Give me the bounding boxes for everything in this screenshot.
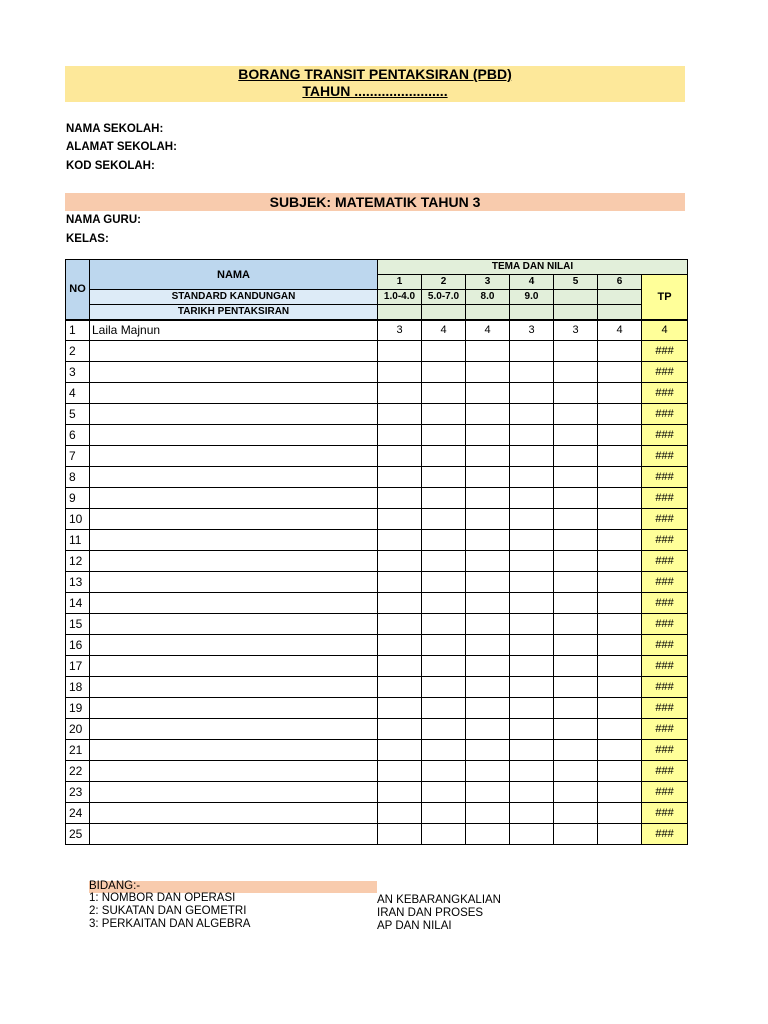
header-nama: NAMA <box>90 260 378 290</box>
score-cell[interactable] <box>378 383 422 404</box>
score-cell[interactable] <box>598 824 642 845</box>
score-cell[interactable] <box>466 404 510 425</box>
table-row <box>66 677 688 698</box>
score-cell[interactable] <box>466 488 510 509</box>
score-cell[interactable] <box>598 530 642 551</box>
score-cell[interactable] <box>422 782 466 803</box>
score-cell[interactable] <box>510 530 554 551</box>
score-cell[interactable] <box>378 698 422 719</box>
score-cell[interactable] <box>378 551 422 572</box>
score-cell[interactable] <box>598 488 642 509</box>
assessment-table <box>65 259 688 845</box>
score-cell[interactable] <box>422 698 466 719</box>
score-cell[interactable] <box>510 698 554 719</box>
score-cell[interactable] <box>378 509 422 530</box>
score-cell[interactable] <box>510 425 554 446</box>
score-cell[interactable]: 4 <box>598 320 642 341</box>
score-cell[interactable] <box>510 551 554 572</box>
bidang-item-right: IRAN DAN PROSES <box>377 907 484 919</box>
tp-cell: ### <box>642 719 688 740</box>
score-cell[interactable] <box>422 572 466 593</box>
header-no: NO <box>66 260 90 320</box>
score-cell[interactable] <box>598 467 642 488</box>
score-cell[interactable] <box>466 614 510 635</box>
score-cell[interactable] <box>466 341 510 362</box>
tarikh-cell[interactable] <box>510 305 554 320</box>
score-cell[interactable] <box>510 488 554 509</box>
score-cell[interactable] <box>378 824 422 845</box>
score-cell[interactable] <box>598 572 642 593</box>
score-cell[interactable] <box>554 488 598 509</box>
tema-number: 2 <box>422 275 466 290</box>
score-cell[interactable] <box>422 425 466 446</box>
score-cell[interactable] <box>510 614 554 635</box>
student-name-cell[interactable] <box>90 404 378 425</box>
table-row <box>66 740 688 761</box>
score-cell[interactable] <box>466 551 510 572</box>
score-cell[interactable] <box>554 740 598 761</box>
row-number: 23 <box>66 782 90 803</box>
row-number: 21 <box>66 740 90 761</box>
score-cell[interactable] <box>422 383 466 404</box>
score-cell[interactable] <box>378 719 422 740</box>
tema-number: 5 <box>554 275 598 290</box>
score-cell[interactable] <box>378 761 422 782</box>
student-name-cell[interactable]: Laila Majnun <box>90 320 378 341</box>
tp-cell: ### <box>642 467 688 488</box>
score-cell[interactable] <box>598 446 642 467</box>
score-cell[interactable] <box>422 614 466 635</box>
tp-cell: ### <box>642 635 688 656</box>
score-cell[interactable] <box>510 446 554 467</box>
student-name-cell[interactable] <box>90 656 378 677</box>
bidang-item: 1: NOMBOR DAN OPERASI <box>89 892 236 904</box>
table-row <box>66 656 688 677</box>
student-name-cell[interactable] <box>90 761 378 782</box>
tp-cell: ### <box>642 656 688 677</box>
tp-cell: ### <box>642 509 688 530</box>
score-cell[interactable] <box>466 530 510 551</box>
score-cell[interactable] <box>598 698 642 719</box>
score-cell[interactable] <box>598 404 642 425</box>
score-cell[interactable] <box>598 761 642 782</box>
student-name-cell[interactable] <box>90 614 378 635</box>
table-row <box>66 719 688 740</box>
score-cell[interactable] <box>510 404 554 425</box>
score-cell[interactable] <box>422 719 466 740</box>
score-cell[interactable] <box>510 719 554 740</box>
student-name-cell[interactable] <box>90 383 378 404</box>
score-cell[interactable] <box>554 824 598 845</box>
row-number: 22 <box>66 761 90 782</box>
tp-cell: ### <box>642 824 688 845</box>
score-cell[interactable] <box>554 446 598 467</box>
score-cell[interactable] <box>378 572 422 593</box>
score-cell[interactable] <box>598 362 642 383</box>
score-cell[interactable] <box>554 509 598 530</box>
score-cell[interactable] <box>598 740 642 761</box>
score-cell[interactable] <box>598 551 642 572</box>
score-cell[interactable] <box>466 362 510 383</box>
nama-guru-label: NAMA GURU: <box>66 214 141 226</box>
score-cell[interactable] <box>598 383 642 404</box>
row-number: 8 <box>66 467 90 488</box>
score-cell[interactable] <box>510 824 554 845</box>
score-cell[interactable] <box>378 614 422 635</box>
student-name-cell[interactable] <box>90 782 378 803</box>
nama-sekolah-label: NAMA SEKOLAH: <box>66 123 164 135</box>
score-cell[interactable] <box>466 509 510 530</box>
student-name-cell[interactable] <box>90 740 378 761</box>
score-cell[interactable] <box>598 656 642 677</box>
student-name-cell[interactable] <box>90 446 378 467</box>
score-cell[interactable] <box>422 488 466 509</box>
score-cell[interactable] <box>422 677 466 698</box>
score-cell[interactable] <box>378 656 422 677</box>
score-cell[interactable] <box>510 656 554 677</box>
score-cell[interactable] <box>510 677 554 698</box>
score-cell[interactable] <box>598 803 642 824</box>
table-row <box>66 446 688 467</box>
tarikh-pentaksiran-label: TARIKH PENTAKSIRAN <box>90 305 378 320</box>
table-row <box>66 467 688 488</box>
table-row <box>66 383 688 404</box>
table-row <box>66 404 688 425</box>
row-number: 10 <box>66 509 90 530</box>
table-row <box>66 362 688 383</box>
tema-number: 6 <box>598 275 642 290</box>
row-number: 4 <box>66 383 90 404</box>
row-number: 2 <box>66 341 90 362</box>
score-cell[interactable] <box>510 593 554 614</box>
tp-cell: ### <box>642 782 688 803</box>
score-cell[interactable] <box>378 677 422 698</box>
row-number: 12 <box>66 551 90 572</box>
score-cell[interactable] <box>466 740 510 761</box>
student-name-cell[interactable] <box>90 593 378 614</box>
table-row <box>66 530 688 551</box>
score-cell[interactable] <box>554 404 598 425</box>
tp-cell: ### <box>642 530 688 551</box>
score-cell[interactable] <box>378 404 422 425</box>
tp-cell: ### <box>642 425 688 446</box>
standard-value: 1.0-4.0 <box>378 290 422 305</box>
score-cell[interactable] <box>510 362 554 383</box>
tarikh-cell[interactable] <box>554 305 598 320</box>
table-row <box>66 593 688 614</box>
tarikh-cell[interactable] <box>422 305 466 320</box>
score-cell[interactable] <box>378 635 422 656</box>
score-cell[interactable] <box>554 383 598 404</box>
tp-cell: ### <box>642 740 688 761</box>
row-number: 20 <box>66 719 90 740</box>
standard-value <box>598 290 642 305</box>
score-cell[interactable] <box>554 803 598 824</box>
tarikh-cell[interactable] <box>598 305 642 320</box>
table-row <box>66 572 688 593</box>
tp-cell: ### <box>642 572 688 593</box>
standard-value <box>554 290 598 305</box>
header-tema: TEMA DAN NILAI <box>378 260 688 275</box>
score-cell[interactable] <box>554 719 598 740</box>
score-cell[interactable] <box>554 572 598 593</box>
score-cell[interactable] <box>422 509 466 530</box>
bidang-item-right: AN KEBARANGKALIAN <box>377 894 501 906</box>
score-cell[interactable] <box>598 593 642 614</box>
score-cell[interactable] <box>554 530 598 551</box>
score-cell[interactable] <box>466 572 510 593</box>
student-name-cell[interactable] <box>90 425 378 446</box>
student-name-cell[interactable] <box>90 509 378 530</box>
tp-cell: ### <box>642 698 688 719</box>
score-cell[interactable]: 3 <box>510 320 554 341</box>
standard-value: 5.0-7.0 <box>422 290 466 305</box>
row-number: 11 <box>66 530 90 551</box>
header-tp: TP <box>642 275 688 320</box>
student-name-cell[interactable] <box>90 467 378 488</box>
table-row <box>66 698 688 719</box>
score-cell[interactable] <box>554 551 598 572</box>
score-cell[interactable] <box>466 698 510 719</box>
row-number: 17 <box>66 656 90 677</box>
student-name-cell[interactable] <box>90 551 378 572</box>
table-row <box>66 635 688 656</box>
score-cell[interactable] <box>598 719 642 740</box>
score-cell[interactable] <box>422 593 466 614</box>
score-cell[interactable] <box>466 383 510 404</box>
score-cell[interactable] <box>378 782 422 803</box>
score-cell[interactable] <box>554 467 598 488</box>
table-row <box>66 782 688 803</box>
student-name-cell[interactable] <box>90 530 378 551</box>
score-cell[interactable] <box>422 404 466 425</box>
score-cell[interactable] <box>422 530 466 551</box>
score-cell[interactable] <box>466 719 510 740</box>
score-cell[interactable] <box>510 803 554 824</box>
tarikh-cell[interactable] <box>378 305 422 320</box>
student-name-cell[interactable] <box>90 719 378 740</box>
table-row <box>66 341 688 362</box>
form-title-band <box>65 66 685 102</box>
tarikh-cell[interactable] <box>466 305 510 320</box>
score-cell[interactable] <box>466 677 510 698</box>
table-row <box>66 551 688 572</box>
row-number: 1 <box>66 320 90 341</box>
score-cell[interactable] <box>554 614 598 635</box>
score-cell[interactable] <box>510 740 554 761</box>
score-cell[interactable] <box>378 446 422 467</box>
row-number: 19 <box>66 698 90 719</box>
score-cell[interactable] <box>554 761 598 782</box>
table-row <box>66 803 688 824</box>
row-number: 6 <box>66 425 90 446</box>
bidang-label: BIDANG:- <box>89 880 141 892</box>
row-number: 25 <box>66 824 90 845</box>
score-cell[interactable] <box>422 362 466 383</box>
tp-cell: ### <box>642 383 688 404</box>
score-cell[interactable]: 4 <box>466 320 510 341</box>
score-cell[interactable] <box>510 572 554 593</box>
score-cell[interactable]: 3 <box>378 320 422 341</box>
bidang-item: 3: PERKAITAN DAN ALGEBRA <box>89 918 251 930</box>
score-cell[interactable] <box>510 782 554 803</box>
table-row <box>66 761 688 782</box>
row-number: 16 <box>66 635 90 656</box>
score-cell[interactable] <box>510 509 554 530</box>
tp-cell: ### <box>642 593 688 614</box>
score-cell[interactable] <box>378 425 422 446</box>
score-cell[interactable] <box>378 740 422 761</box>
score-cell[interactable] <box>598 425 642 446</box>
tp-cell: ### <box>642 761 688 782</box>
score-cell[interactable] <box>466 656 510 677</box>
score-cell[interactable] <box>378 530 422 551</box>
table-row <box>66 824 688 845</box>
score-cell[interactable] <box>378 362 422 383</box>
score-cell[interactable] <box>422 656 466 677</box>
score-cell[interactable] <box>510 635 554 656</box>
tp-cell: ### <box>642 362 688 383</box>
score-cell[interactable] <box>598 614 642 635</box>
score-cell[interactable] <box>378 803 422 824</box>
student-name-cell[interactable] <box>90 362 378 383</box>
score-cell[interactable] <box>466 635 510 656</box>
score-cell[interactable] <box>510 467 554 488</box>
student-name-cell[interactable] <box>90 635 378 656</box>
tema-number: 1 <box>378 275 422 290</box>
alamat-sekolah-label: ALAMAT SEKOLAH: <box>66 141 177 153</box>
score-cell[interactable] <box>422 446 466 467</box>
score-cell[interactable] <box>466 425 510 446</box>
tp-cell: ### <box>642 551 688 572</box>
score-cell[interactable] <box>554 698 598 719</box>
student-name-cell[interactable] <box>90 824 378 845</box>
tp-cell: ### <box>642 446 688 467</box>
score-cell[interactable]: 3 <box>554 320 598 341</box>
score-cell[interactable] <box>598 782 642 803</box>
row-number: 15 <box>66 614 90 635</box>
score-cell[interactable] <box>510 761 554 782</box>
score-cell[interactable] <box>466 467 510 488</box>
row-number: 3 <box>66 362 90 383</box>
row-number: 24 <box>66 803 90 824</box>
score-cell[interactable] <box>378 488 422 509</box>
tp-cell: ### <box>642 341 688 362</box>
kelas-label: KELAS: <box>66 233 109 245</box>
standard-value: 9.0 <box>510 290 554 305</box>
score-cell[interactable] <box>554 656 598 677</box>
score-cell[interactable] <box>466 782 510 803</box>
score-cell[interactable] <box>422 761 466 782</box>
score-cell[interactable] <box>598 509 642 530</box>
score-cell[interactable] <box>466 824 510 845</box>
form-title: BORANG TRANSIT PENTAKSIRAN (PBD) <box>238 66 512 82</box>
row-number: 7 <box>66 446 90 467</box>
row-number: 13 <box>66 572 90 593</box>
student-name-cell[interactable] <box>90 803 378 824</box>
tp-cell: ### <box>642 614 688 635</box>
score-cell[interactable] <box>554 635 598 656</box>
score-cell[interactable] <box>554 425 598 446</box>
table-row <box>66 425 688 446</box>
score-cell[interactable] <box>466 803 510 824</box>
student-name-cell[interactable] <box>90 488 378 509</box>
table-row <box>66 614 688 635</box>
standard-kandungan-label: STANDARD KANDUNGAN <box>90 290 378 305</box>
score-cell[interactable] <box>466 593 510 614</box>
score-cell[interactable] <box>466 446 510 467</box>
student-name-cell[interactable] <box>90 677 378 698</box>
tp-cell: ### <box>642 488 688 509</box>
score-cell[interactable] <box>422 341 466 362</box>
tp-cell: 4 <box>642 320 688 341</box>
tp-cell: ### <box>642 404 688 425</box>
form-year: TAHUN ........................ <box>302 83 448 99</box>
score-cell[interactable] <box>598 677 642 698</box>
score-cell[interactable] <box>554 593 598 614</box>
score-cell[interactable] <box>422 551 466 572</box>
score-cell[interactable] <box>554 362 598 383</box>
tp-cell: ### <box>642 803 688 824</box>
score-cell[interactable] <box>422 803 466 824</box>
standard-value: 8.0 <box>466 290 510 305</box>
subject-title: SUBJEK: MATEMATIK TAHUN 3 <box>65 193 685 211</box>
row-number: 9 <box>66 488 90 509</box>
score-cell[interactable] <box>554 677 598 698</box>
table-row <box>66 320 688 341</box>
score-cell[interactable] <box>598 341 642 362</box>
score-cell[interactable] <box>422 467 466 488</box>
table-row <box>66 488 688 509</box>
bidang-item-right: AP DAN NILAI <box>377 920 452 932</box>
score-cell[interactable]: 4 <box>422 320 466 341</box>
tema-number: 3 <box>466 275 510 290</box>
student-name-cell[interactable] <box>90 698 378 719</box>
score-cell[interactable] <box>510 383 554 404</box>
score-cell[interactable] <box>554 341 598 362</box>
bidang-item: 2: SUKATAN DAN GEOMETRI <box>89 905 247 917</box>
score-cell[interactable] <box>422 824 466 845</box>
score-cell[interactable] <box>378 341 422 362</box>
tema-number: 4 <box>510 275 554 290</box>
row-number: 14 <box>66 593 90 614</box>
score-cell[interactable] <box>422 740 466 761</box>
score-cell[interactable] <box>466 761 510 782</box>
score-cell[interactable] <box>378 593 422 614</box>
score-cell[interactable] <box>554 782 598 803</box>
row-number: 5 <box>66 404 90 425</box>
tp-cell: ### <box>642 677 688 698</box>
score-cell[interactable] <box>598 635 642 656</box>
kod-sekolah-label: KOD SEKOLAH: <box>66 160 155 172</box>
score-cell[interactable] <box>378 467 422 488</box>
row-number: 18 <box>66 677 90 698</box>
student-name-cell[interactable] <box>90 572 378 593</box>
score-cell[interactable] <box>510 341 554 362</box>
score-cell[interactable] <box>422 635 466 656</box>
student-name-cell[interactable] <box>90 341 378 362</box>
table-row <box>66 509 688 530</box>
